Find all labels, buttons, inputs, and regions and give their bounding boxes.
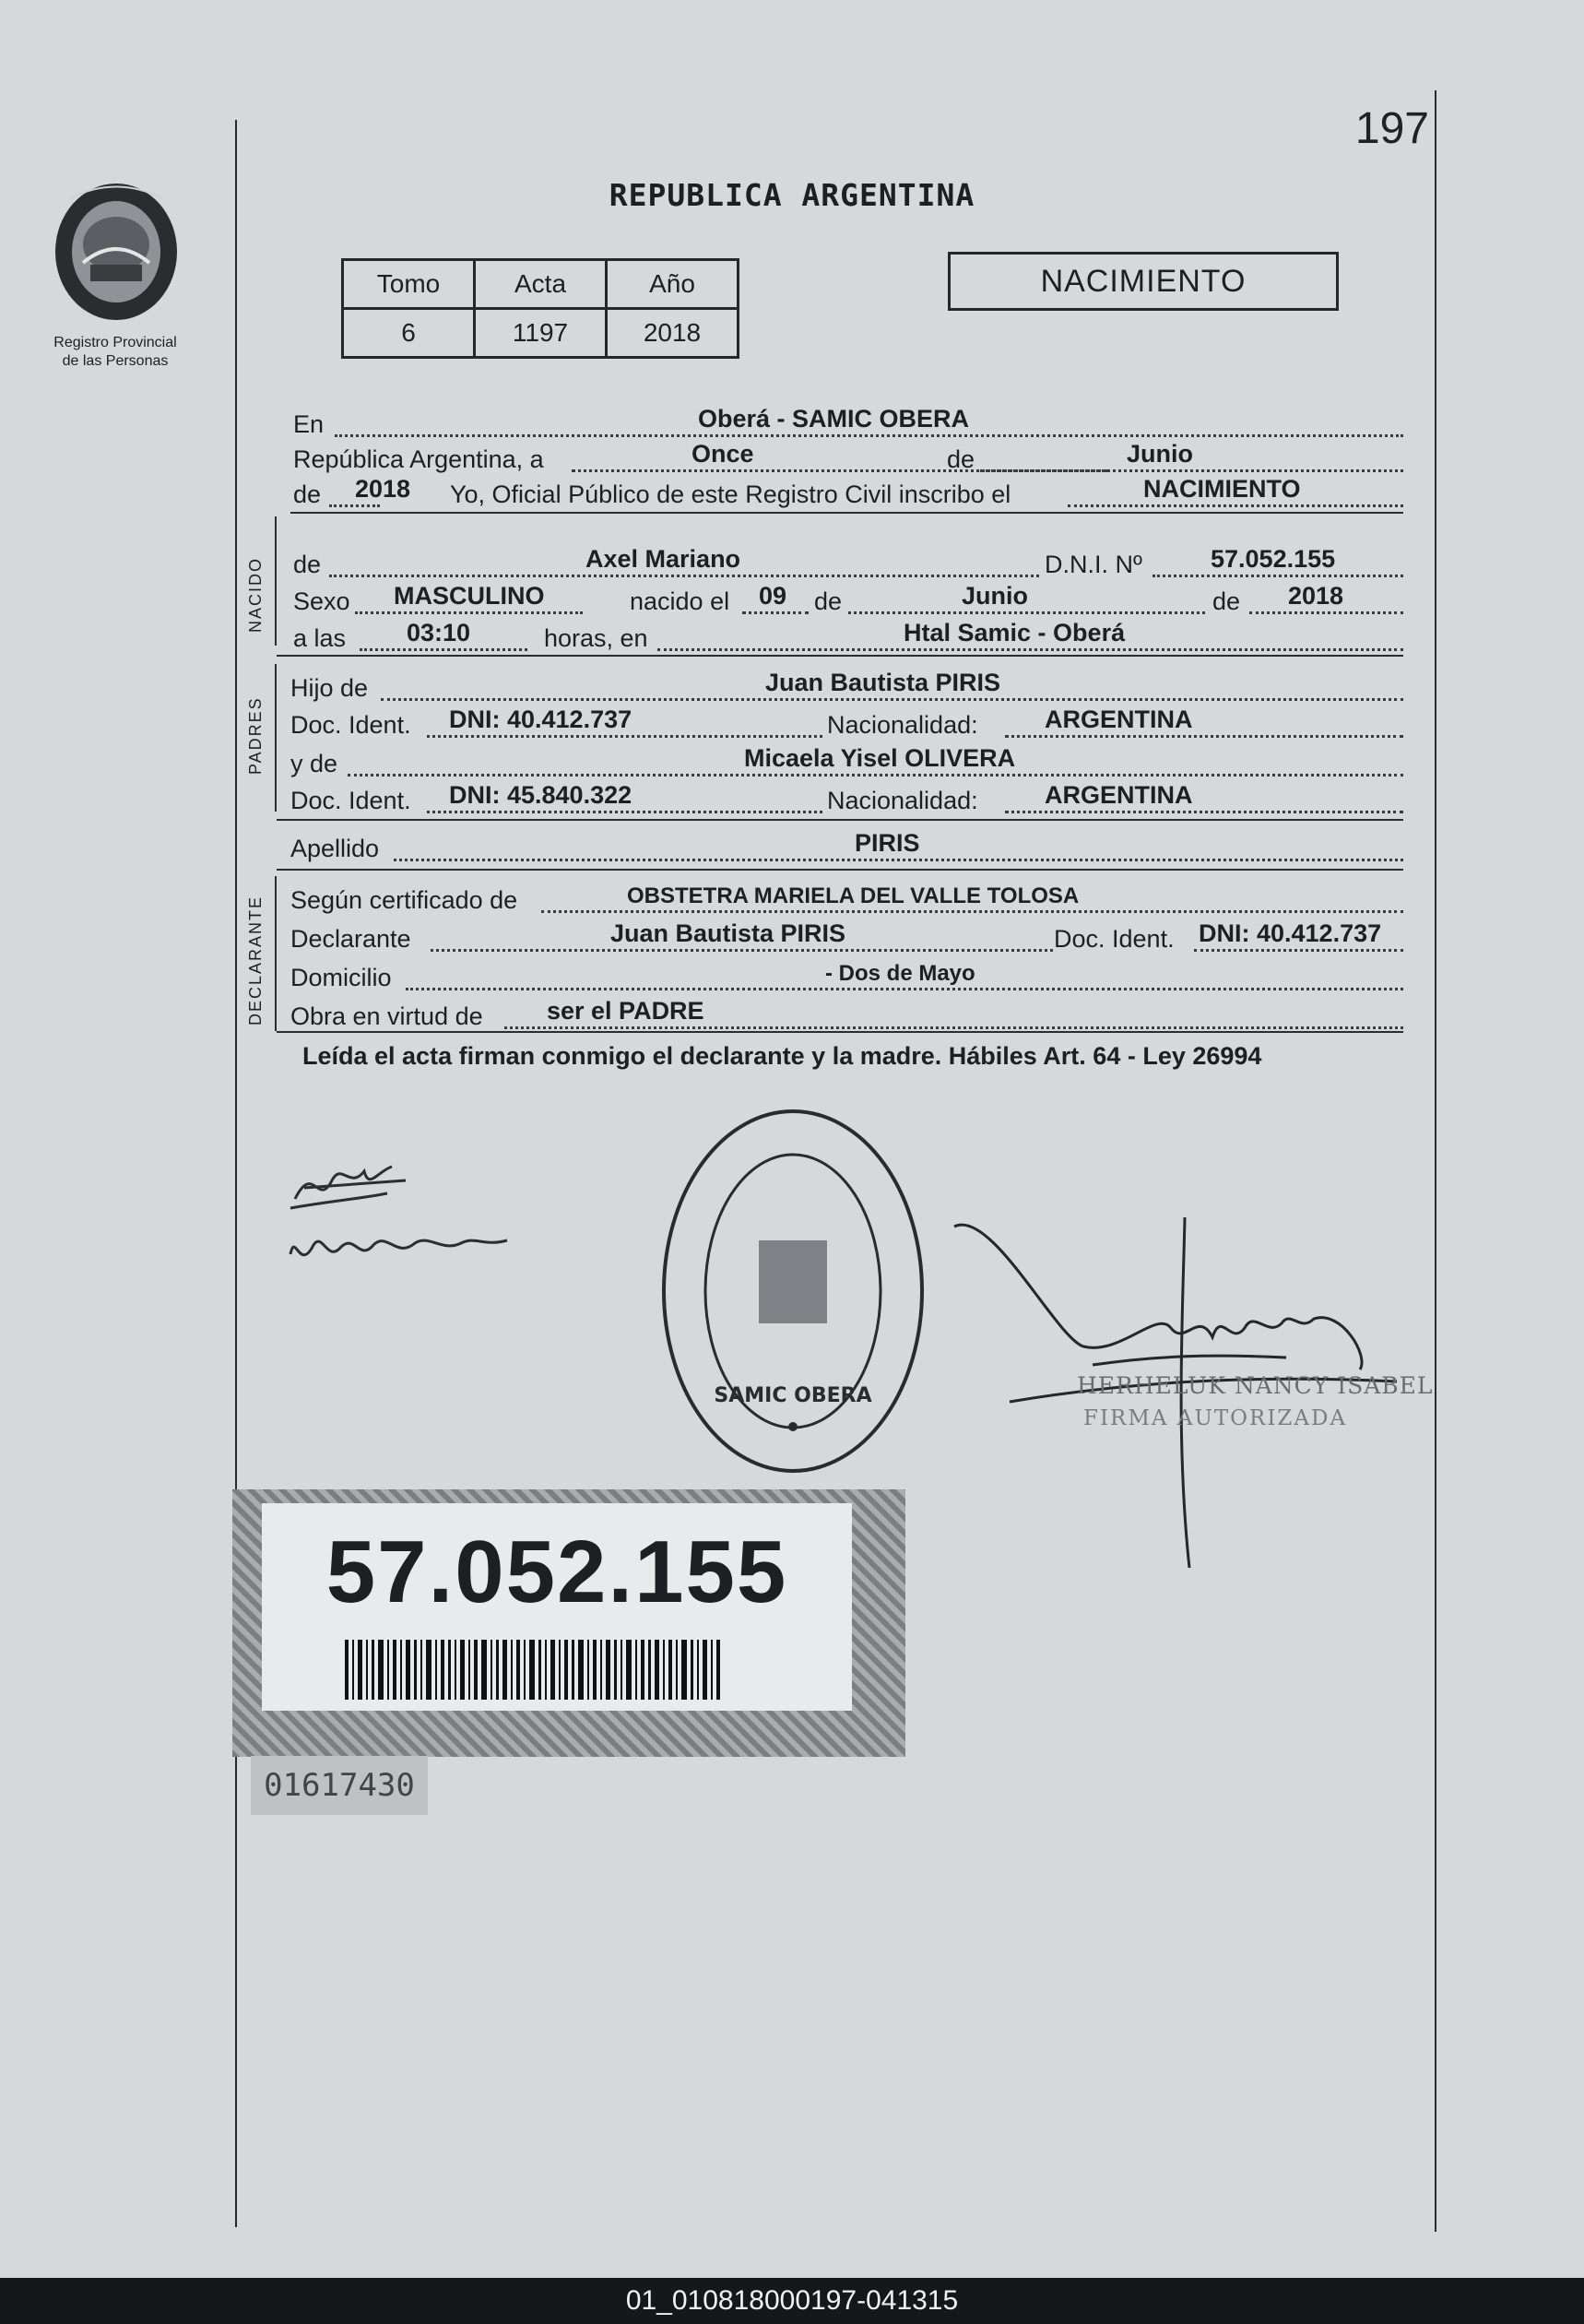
value-father-doc: DNI: 40.412.737 — [449, 706, 632, 733]
value-declarante: Juan Bautista PIRIS — [610, 919, 846, 947]
label-republica: República Argentina, a — [293, 445, 544, 473]
value-hour: 03:10 — [407, 619, 471, 646]
value-father-nat: ARGENTINA — [1045, 706, 1193, 733]
label-obra: Obra en virtud de — [290, 1002, 483, 1030]
label-sexo: Sexo — [293, 587, 350, 615]
value-mother-nat: ARGENTINA — [1045, 781, 1193, 809]
section-bar — [275, 876, 277, 1031]
value-certificado: OBSTETRA MARIELA DEL VALLE TOLOSA — [627, 883, 1080, 908]
value-domicilio: - Dos de Mayo — [825, 961, 975, 986]
country-title: REPUBLICA ARGENTINA — [609, 177, 975, 213]
label-apellido: Apellido — [290, 835, 380, 862]
value-birth-month: Junio — [962, 582, 1028, 610]
label-de-year2: de — [1212, 587, 1241, 615]
official-title: FIRMA AUTORIZADA — [1083, 1406, 1348, 1430]
value-place: Oberá - SAMIC OBERA — [698, 405, 970, 433]
handwritten-signature-declarant — [277, 1144, 535, 1291]
label-nacido-el: nacido el — [630, 587, 730, 615]
label-doc-ident: Doc. Ident. — [1054, 925, 1175, 953]
scan-footer-id: 01_010818000197-041315 — [0, 2278, 1584, 2324]
line-domicilio — [290, 959, 1403, 996]
rule — [277, 1031, 1403, 1033]
record-header-row — [343, 260, 739, 309]
record-header-cell: Año — [607, 260, 739, 309]
value-birth-day: 09 — [759, 582, 787, 610]
label-doc-ident: Doc. Ident. — [290, 711, 411, 739]
rule — [277, 869, 1403, 871]
section-bar — [275, 664, 277, 812]
line-father-doc — [290, 706, 1403, 743]
label-declarante: Declarante — [290, 925, 411, 953]
barcode-icon — [345, 1640, 723, 1700]
record-type-box: NACIMIENTO — [948, 252, 1339, 311]
record-value-cell: 2018 — [607, 309, 739, 358]
label-nacionalidad: Nacionalidad: — [827, 711, 978, 739]
label-oficial: Yo, Oficial Público de este Registro Civil inscribo el — [450, 480, 1011, 508]
line-obra — [290, 998, 1403, 1035]
value-sexo: MASCULINO — [394, 582, 545, 610]
emblem-caption-line2: de las Personas — [62, 353, 169, 369]
section-label-nacido: NACIDO — [246, 556, 265, 633]
label-y-de: y de — [290, 750, 338, 777]
label-de-name: de — [293, 551, 322, 578]
record-header-cell: Tomo — [343, 260, 475, 309]
line-year — [290, 476, 1403, 513]
value-day: Once — [692, 440, 754, 468]
dni-sticker — [232, 1489, 905, 1757]
value-mother: Micaela Yisel OLIVERA — [744, 744, 1016, 772]
label-de-year: de — [293, 480, 322, 508]
line-certificado — [290, 882, 1403, 919]
value-act-type: NACIMIENTO — [1143, 475, 1301, 503]
value-child-name: Axel Mariano — [585, 545, 741, 573]
value-declarante-doc: DNI: 40.412.737 — [1199, 919, 1382, 947]
line-apellido — [290, 830, 1403, 867]
value-father: Juan Bautista PIRIS — [765, 669, 1001, 696]
section-bar — [275, 516, 277, 646]
label-doc-ident: Doc. Ident. — [290, 787, 411, 814]
value-mother-doc: DNI: 45.840.322 — [449, 781, 632, 809]
label-dni: D.N.I. Nº — [1045, 551, 1142, 578]
value-birth-year: 2018 — [1288, 582, 1344, 610]
line-en — [290, 406, 1403, 443]
label-hijo-de: Hijo de — [290, 674, 369, 702]
emblem-caption — [18, 334, 212, 371]
section-label-declarante: DECLARANTE — [246, 895, 265, 1026]
line-child-name — [290, 546, 1403, 583]
rule — [277, 655, 1403, 657]
seal-inner-text: SAMIC OBERA — [714, 1384, 872, 1407]
line-mother — [290, 745, 1403, 782]
line-declarante — [290, 920, 1403, 957]
rule — [290, 512, 1403, 514]
left-margin-rule — [235, 120, 237, 2227]
page-number: 197 — [1354, 104, 1429, 153]
label-segun: Según certificado de — [290, 886, 518, 914]
closing-note: Leída el acta firman conmigo el declarante y la madre. Hábiles Art. 64 - Ley 26994 — [302, 1042, 1262, 1070]
value-apellido: PIRIS — [855, 829, 920, 857]
line-republica — [290, 441, 1403, 478]
record-header-cell: Acta — [475, 260, 607, 309]
line-hora — [290, 620, 1403, 657]
value-birth-place: Htal Samic - Oberá — [904, 619, 1126, 646]
label-nacionalidad: Nacionalidad: — [827, 787, 978, 814]
value-child-dni: 57.052.155 — [1211, 545, 1336, 573]
serial-number: 01617430 — [251, 1756, 428, 1815]
label-domicilio: Domicilio — [290, 964, 392, 991]
label-de: de — [947, 445, 975, 473]
value-year: 2018 — [355, 475, 411, 503]
line-father — [290, 670, 1403, 706]
rule — [277, 819, 1403, 821]
value-obra: ser el PADRE — [547, 997, 704, 1025]
official-name: HERHELUK NANCY ISABEL — [1077, 1372, 1434, 1399]
label-de-month: de — [814, 587, 843, 615]
official-seal-icon — [650, 1102, 936, 1480]
record-value-row — [343, 309, 739, 358]
right-margin-rule — [1435, 90, 1436, 2232]
sticker-dni-number: 57.052.155 — [325, 1523, 788, 1621]
label-en: En — [293, 410, 325, 438]
label-horas-en: horas, en — [544, 624, 648, 652]
record-value-cell: 1197 — [475, 309, 607, 358]
emblem-caption-line1: Registro Provincial — [53, 335, 177, 350]
value-month: Junio — [1127, 440, 1193, 468]
record-table — [341, 258, 739, 359]
line-mother-doc — [290, 782, 1403, 819]
record-value-cell: 6 — [343, 309, 475, 358]
section-label-padres: PADRES — [246, 696, 265, 775]
line-sexo — [290, 583, 1403, 620]
label-a-las: a las — [293, 624, 347, 652]
